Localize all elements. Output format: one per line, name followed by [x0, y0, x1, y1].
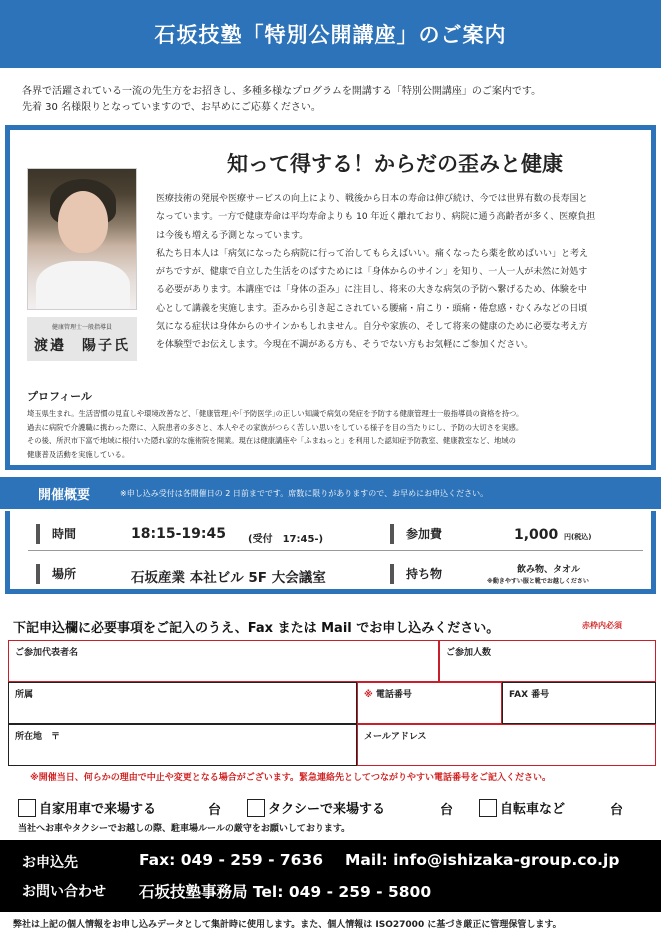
time-label: 時間	[36, 524, 76, 544]
phone-label: 電話番号	[375, 690, 412, 700]
time-value: 18:15-19:45	[131, 526, 226, 542]
address-label: 所在地 〒	[15, 732, 61, 742]
description-line: 心として講義を実施します。歪みから引き起こされている腰痛・肩こり・頭痛・倦怠感・むくみなどの日頃	[156, 303, 588, 314]
form-heading: 下記申込欄に必要事項をご記入のうえ、Fax または Mail でお申し込みください。	[13, 621, 500, 636]
items-note: ※動きやすい服と靴でお越しください	[487, 578, 589, 585]
overview-bar	[0, 477, 661, 509]
fax-field[interactable]	[502, 682, 656, 724]
profile-line: その後、所沢市下富で地域に根付いた隠れ家的な施術院を開業。現在は健康講座や「ふまねっと」を利用した認知症予防教室、健康教室など、地域の	[27, 436, 516, 446]
transport-label: タクシーで来場する	[268, 802, 386, 817]
place-label: 場所	[36, 564, 76, 584]
page-header	[0, 0, 661, 68]
participants-label: ご参加人数	[446, 648, 492, 658]
contact-footer	[0, 840, 661, 912]
items-label: 持ち物	[390, 564, 442, 584]
email-label: メールアドレス	[364, 732, 427, 742]
intro-line: 先着 30 名様限りとなっていますので、お早めにご応募ください。	[22, 102, 321, 113]
lecturer-namebox	[27, 317, 137, 361]
time-reception: (受付 17:45-)	[248, 534, 324, 545]
contact-phone: 石坂技塾事務局 Tel: 049 - 259 - 5800	[139, 883, 432, 901]
page-title: 石坂技塾「特別公開講座」のご案内	[154, 23, 507, 47]
lecture-panel	[5, 125, 656, 470]
intro-line: 各界で活躍されている一流の先生方をお招きし、多種多様なプログラムを開講する「特別公開講座」のご案内です。	[22, 86, 542, 97]
email-link[interactable]: Mail: info@ishizaka-group.co.jp	[345, 851, 620, 869]
affiliation-field[interactable]	[8, 682, 357, 724]
lecturer-photo	[27, 168, 137, 310]
profile-line: 健康普及活動を実施している。	[27, 449, 130, 459]
form-warning: ※開催当日、何らかの理由で中止や変更となる場合がございます。緊急連絡先としてつながりやすい電話番号をご記入ください。	[30, 773, 552, 783]
representative-field[interactable]	[8, 640, 439, 682]
transport-option-taxi[interactable]	[247, 798, 385, 817]
transport-label: 自家用車で来場する	[39, 802, 157, 817]
profile-line: 埼玉県生まれ。生活習慣の見直しや環境改善など、｢健康管理｣や｢予防医学｣の正しい知識で病気の発症を予防する健康管理士一般指導員の資格を持つ。	[27, 409, 524, 418]
info-divider	[28, 550, 643, 551]
description-line: なっています。一方で健康寿命は平均寿命よりも 10 年近く離れており、病院に通う高齢者が多く、医療負担	[156, 212, 596, 223]
fee-value: 1,000	[514, 527, 559, 543]
overview-title: 開催概要	[38, 487, 91, 503]
profile-text	[27, 407, 648, 461]
fee-label: 参加費	[390, 524, 442, 544]
lecture-description	[156, 190, 638, 355]
description-line: を体験型でお伝えします。今現在不調がある方も、そうでない方もお気軽にご参加ください。	[156, 340, 534, 351]
participants-field[interactable]	[439, 640, 656, 682]
privacy-note: 弊社は上記の個人情報をお申し込みデータとして集計時に使用します。また、個人情報は ISO27000 に基づき厳正に管理保管します。	[13, 920, 562, 930]
overview-info	[5, 511, 656, 594]
transport-unit: 台	[440, 803, 454, 818]
transport-option-car[interactable]	[18, 798, 156, 817]
transport-unit: 台	[610, 803, 624, 818]
phone-field[interactable]	[357, 682, 502, 724]
parking-note: 当社へお車やタクシーでお越しの際、駐車場ルールの厳守をお願いしております。	[18, 824, 351, 834]
description-line: は今後も増える予測となっています。	[156, 230, 309, 241]
profile-heading: プロフィール	[27, 390, 92, 403]
transport-label: 自転車など	[500, 802, 566, 817]
description-line: 医療技術の発展や医療サービスの向上により、戦後から日本の寿命は伸び続け、今では世界有数の長寿国と	[156, 194, 588, 204]
lecturer-name: 渡邉 陽子氏	[34, 338, 130, 354]
fee-unit: 円(税込)	[564, 533, 592, 541]
required-mark: ※	[364, 690, 373, 700]
checkbox[interactable]	[18, 799, 36, 817]
lecture-title: 知って得する！からだの歪みと健康	[227, 151, 563, 176]
checkbox[interactable]	[247, 799, 265, 817]
checkbox[interactable]	[479, 799, 497, 817]
description-line: る必要があります。本講座では「身体の歪み」に注目し、将来の大きな病気の予防へ繋げるため、体験を中	[156, 285, 587, 296]
apply-label: お申込先	[22, 855, 78, 871]
profile-line: 過去に病院で介護職に携わった際に、入院患者の多さと、本人やその家族がつらく苦しい思いをしている様子を目の当たりにし、予防の大切さを実感。	[27, 422, 524, 432]
overview-note: ※申し込み受付は各開催日の 2 日前までです。席数に限りがありますので、お早めにお申込ください。	[120, 488, 489, 498]
lecturer-role: 健康管理士一般指導員	[51, 324, 112, 331]
email-field[interactable]	[357, 724, 656, 766]
description-line: がちですが、健康で自立した生活をのばすためには「身体からのサイン」を知り、一人一人が未然に対処す	[156, 267, 588, 278]
transport-option-bicycle[interactable]	[479, 798, 565, 817]
representative-label: ご参加代表者名	[15, 648, 79, 658]
contact-label: お問い合わせ	[22, 884, 106, 900]
transport-unit: 台	[208, 803, 222, 818]
intro-text	[22, 84, 642, 116]
place-value: 石坂産業 本社ビル 5F 大会議室	[131, 570, 326, 586]
required-note: 赤枠内必須	[582, 621, 622, 630]
description-line: 私たち日本人は「病気になったら病院に行って治してもらえばいい。痛くなったら薬を飲めばいい」と考え	[156, 248, 589, 259]
items-value: 飲み物、タオル	[517, 565, 581, 575]
address-field[interactable]	[8, 724, 357, 766]
affiliation-label: 所属	[15, 690, 34, 700]
fax-label: FAX 番号	[509, 690, 550, 700]
fax-number: Fax: 049 - 259 - 7636	[139, 851, 324, 869]
description-line: 気になる症状は身体からのサインかもしれません。自分や家族の、そして将来の健康のために必要な考え方	[156, 322, 588, 333]
